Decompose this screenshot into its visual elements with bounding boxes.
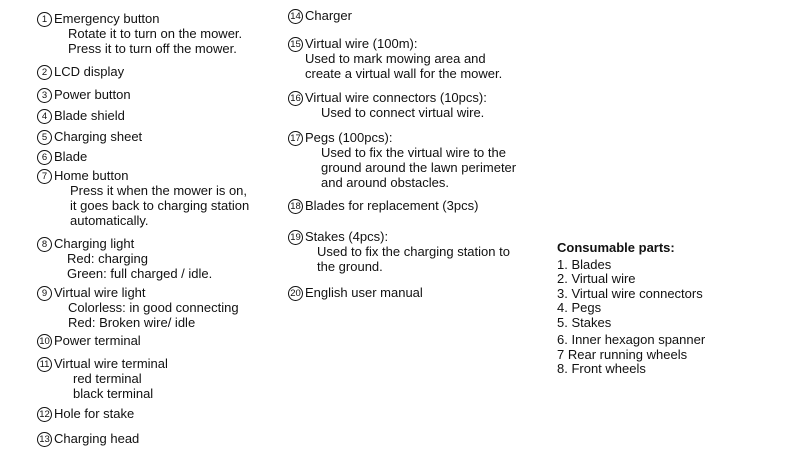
part-title: Charging head <box>54 431 140 446</box>
part-item-7 <box>37 168 249 228</box>
circled-number-icon: 13 <box>37 432 52 447</box>
part-description-line: the ground. <box>317 259 383 274</box>
part-title: English user manual <box>305 285 423 300</box>
part-title: Blades for replacement (3pcs) <box>305 198 479 213</box>
circled-number-icon: 11 <box>37 357 52 372</box>
circled-number-icon: 15 <box>288 37 303 52</box>
consumable-item: 2. Virtual wire <box>557 271 636 286</box>
circled-number-icon: 9 <box>37 286 52 301</box>
part-title: Power terminal <box>54 333 141 348</box>
part-title: Blade shield <box>54 108 125 123</box>
part-description-line: Used to mark mowing area and <box>305 51 486 66</box>
part-item-10 <box>37 333 141 348</box>
part-title: Blade <box>54 149 88 164</box>
part-description-line: create a virtual wall for the mower. <box>305 66 503 81</box>
part-item-6 <box>37 149 87 164</box>
circled-number-icon: 4 <box>37 109 52 124</box>
part-title: Stakes (4pcs): <box>305 229 389 244</box>
circled-number-icon: 3 <box>37 88 52 103</box>
part-item-16 <box>288 90 487 120</box>
circled-number-icon: 5 <box>37 130 52 145</box>
circled-number-icon: 2 <box>37 65 52 80</box>
part-item-5 <box>37 129 142 144</box>
part-description-line: Colorless: in good connecting <box>68 300 239 315</box>
circled-number-icon: 8 <box>37 237 52 252</box>
part-item-19 <box>288 229 510 274</box>
part-item-11 <box>37 356 168 401</box>
part-description-line: Red: charging <box>67 251 148 266</box>
part-title: Virtual wire light <box>54 285 146 300</box>
part-item-15 <box>288 36 502 81</box>
consumable-item: 4. Pegs <box>557 300 602 315</box>
consumable-item: 1. Blades <box>557 256 612 272</box>
part-description-line: Used to fix the virtual wire to the <box>321 145 506 160</box>
part-title: Pegs (100pcs): <box>305 130 393 145</box>
part-title: Charging light <box>54 236 135 251</box>
part-title: Virtual wire terminal <box>54 356 168 371</box>
part-description-line: Red: Broken wire/ idle <box>68 315 196 330</box>
part-item-12 <box>37 406 134 421</box>
part-description-line: automatically. <box>70 213 149 228</box>
part-description-line: Used to fix the charging station to <box>317 244 510 259</box>
part-item-1 <box>37 11 242 56</box>
part-description-line: Green: full charged / idle. <box>67 266 213 281</box>
part-title: Virtual wire (100m): <box>305 36 418 51</box>
part-item-17 <box>288 130 516 190</box>
circled-number-icon: 10 <box>37 334 52 349</box>
part-description-line: Press it to turn off the mower. <box>68 41 237 56</box>
part-description-line: Used to connect virtual wire. <box>321 105 485 120</box>
consumable-item: 3. Virtual wire connectors <box>557 285 703 301</box>
part-item-18 <box>288 198 478 213</box>
part-title: Power button <box>54 87 131 102</box>
part-item-4 <box>37 108 125 123</box>
part-title: LCD display <box>54 64 125 79</box>
part-description-line: it goes back to charging station <box>70 198 250 213</box>
part-item-20 <box>288 285 423 300</box>
part-description-line: black terminal <box>73 386 154 401</box>
part-description-line: Press it when the mower is on, <box>70 183 248 198</box>
part-title: Charger <box>305 8 352 23</box>
part-item-14 <box>288 8 352 23</box>
circled-number-icon: 7 <box>37 169 52 184</box>
part-item-8 <box>37 236 212 281</box>
part-title: Charging sheet <box>54 129 143 144</box>
part-description-line: Rotate it to turn on the mower. <box>68 26 243 41</box>
part-title: Emergency button <box>54 11 160 26</box>
part-item-13 <box>37 431 139 446</box>
circled-number-icon: 14 <box>288 9 303 24</box>
consumable-item: 6. Inner hexagon spanner <box>557 332 706 347</box>
part-description-line: ground around the lawn perimeter <box>321 160 517 175</box>
circled-number-icon: 1 <box>37 12 52 27</box>
circled-number-icon: 18 <box>288 199 303 214</box>
consumable-heading: Consumable parts: <box>557 240 675 255</box>
circled-number-icon: 19 <box>288 230 303 245</box>
part-title: Virtual wire connectors (10pcs): <box>305 90 487 105</box>
circled-number-icon: 20 <box>288 286 303 301</box>
circled-number-icon: 12 <box>37 407 52 422</box>
consumable-item: 5. Stakes <box>557 314 612 330</box>
circled-number-icon: 6 <box>37 150 52 165</box>
consumable-item: 7 Rear running wheels <box>557 346 688 362</box>
part-description-line: red terminal <box>73 371 142 386</box>
part-item-2 <box>37 64 124 79</box>
circled-number-icon: 17 <box>288 131 303 146</box>
consumable-parts <box>557 241 705 377</box>
part-item-9 <box>37 285 239 330</box>
circled-number-icon: 16 <box>288 91 303 106</box>
part-description-line: and around obstacles. <box>321 175 449 190</box>
part-item-3 <box>37 87 131 102</box>
part-title: Hole for stake <box>54 406 135 421</box>
consumable-item: 8. Front wheels <box>557 361 646 376</box>
part-title: Home button <box>54 168 129 183</box>
